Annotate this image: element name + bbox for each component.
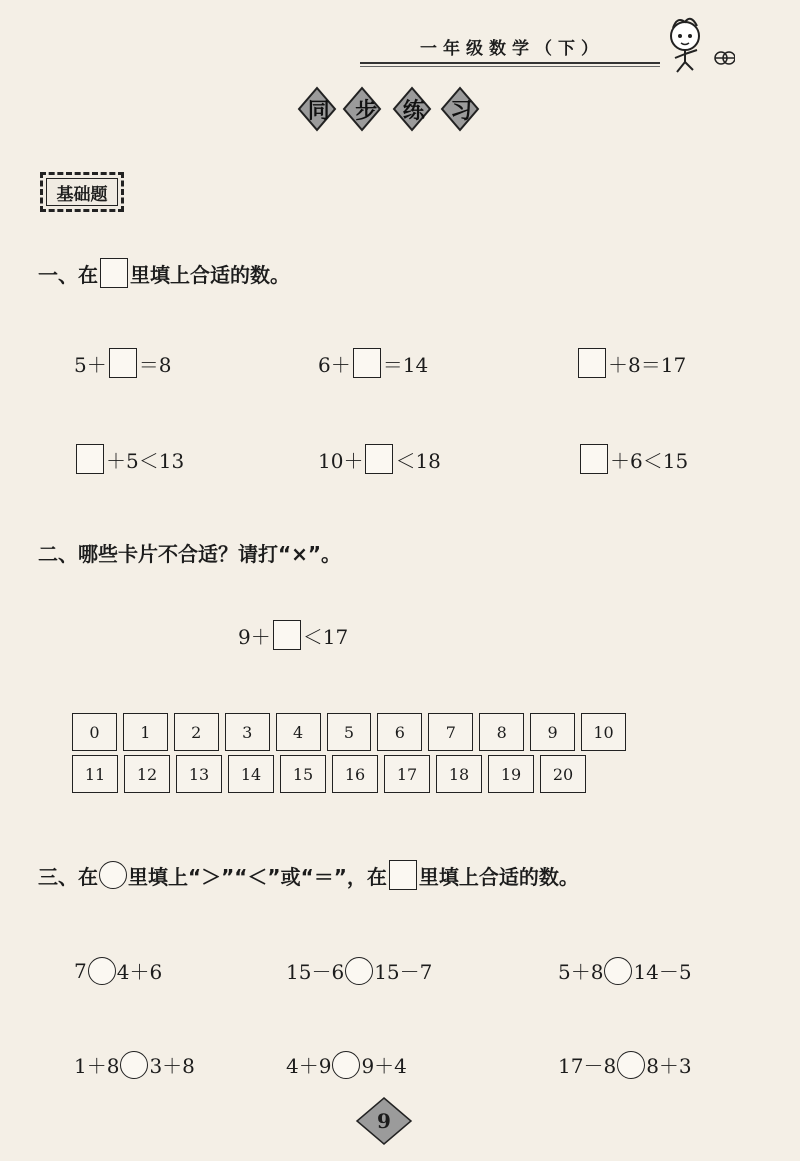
section-title-char: 练 <box>402 98 425 124</box>
card-row-1 <box>72 713 632 751</box>
number-card[interactable]: 18 <box>436 755 482 793</box>
expr-part: 8＋3 <box>646 1054 692 1078</box>
expr-part: 1＋8 <box>74 1054 120 1078</box>
number-card[interactable]: 7 <box>428 713 473 751</box>
q1-item-4 <box>74 444 184 474</box>
number-card[interactable]: 16 <box>332 755 378 793</box>
expr-part: ＋8＝17 <box>608 352 687 377</box>
expr-part: 7 <box>74 958 87 983</box>
answer-box[interactable] <box>578 348 606 378</box>
compare-circle[interactable] <box>604 957 632 985</box>
number-card[interactable]: 5 <box>327 713 372 751</box>
header-rule-thin <box>360 66 660 67</box>
compare-circle[interactable] <box>88 957 116 985</box>
expr-part: ＜17 <box>302 624 349 649</box>
answer-box[interactable] <box>353 348 381 378</box>
q2-expression <box>238 620 348 650</box>
expr-part: 9＋4 <box>361 1054 407 1078</box>
section-title-char: 习 <box>450 98 473 124</box>
number-cards <box>72 713 632 797</box>
answer-box[interactable] <box>273 620 301 650</box>
number-card[interactable]: 1 <box>123 713 168 751</box>
q3-item-4 <box>74 1050 195 1079</box>
expr-part: ＝8 <box>138 352 172 377</box>
expr-part: ＋5＜13 <box>106 448 185 473</box>
number-card[interactable]: 6 <box>377 713 422 751</box>
number-card[interactable]: 4 <box>276 713 321 751</box>
expr-part: 10＋ <box>318 448 364 473</box>
answer-box[interactable] <box>76 444 104 474</box>
book-header-title: 一年级数学（下） <box>420 39 604 59</box>
circle-icon <box>99 861 127 889</box>
question-3-title <box>38 860 579 890</box>
expr-part: 14－5 <box>633 960 692 984</box>
expr-part: 9＋ <box>238 624 271 649</box>
q3-item-1 <box>74 956 162 985</box>
number-card[interactable]: 19 <box>488 755 534 793</box>
expr-part: ＜18 <box>395 448 441 473</box>
compare-circle[interactable] <box>332 1051 360 1079</box>
number-card[interactable]: 13 <box>176 755 222 793</box>
expr-part: 4＋9 <box>286 1054 332 1078</box>
answer-box-icon <box>100 258 128 288</box>
expr-part: 3＋8 <box>149 1054 195 1078</box>
number-card[interactable]: 11 <box>72 755 118 793</box>
expr-part: 17－8 <box>558 1054 617 1078</box>
question-3-prefix: 三、在 <box>38 864 98 889</box>
q1-item-5 <box>318 444 441 474</box>
compare-circle[interactable] <box>120 1051 148 1079</box>
compare-circle[interactable] <box>345 957 373 985</box>
expr-part: ＋6＜15 <box>610 448 689 473</box>
q1-item-1 <box>74 348 171 378</box>
number-card[interactable]: 3 <box>225 713 270 751</box>
answer-box[interactable] <box>580 444 608 474</box>
q1-item-2 <box>318 348 428 378</box>
question-3-suffix: 里填上合适的数。 <box>418 864 579 889</box>
q3-item-6 <box>558 1050 692 1079</box>
number-card[interactable]: 20 <box>540 755 586 793</box>
number-card[interactable]: 8 <box>479 713 524 751</box>
section-title-char: 步 <box>355 98 378 124</box>
card-row-2 <box>72 755 632 793</box>
page-number: 9 <box>377 1109 391 1133</box>
compare-circle[interactable] <box>617 1051 645 1079</box>
header-rule <box>360 62 660 64</box>
expr-part: 15－7 <box>374 960 433 984</box>
answer-box-icon <box>389 860 417 890</box>
page-number-badge <box>355 1096 413 1146</box>
expr-part: ＝14 <box>382 352 429 377</box>
expr-part: 6＋ <box>318 352 351 377</box>
expr-part: 4＋6 <box>116 960 163 984</box>
answer-box[interactable] <box>109 348 137 378</box>
question-1-suffix: 里填上合适的数。 <box>130 262 290 287</box>
section-title-banner <box>295 84 485 134</box>
answer-box[interactable] <box>365 444 393 474</box>
q3-item-5 <box>286 1050 407 1079</box>
question-1-title <box>38 258 290 288</box>
question-3-middle: 里填上“＞”“＜”或“＝”，在 <box>128 864 387 889</box>
number-card[interactable]: 15 <box>280 755 326 793</box>
q1-item-3 <box>576 348 686 378</box>
question-1-prefix: 一、在 <box>38 262 98 287</box>
q3-item-2 <box>286 956 432 985</box>
q3-item-3 <box>558 956 692 985</box>
section-title-char: 同 <box>307 98 330 124</box>
expr-part: 5＋ <box>74 352 107 377</box>
q1-item-6 <box>578 444 688 474</box>
number-card[interactable]: 2 <box>174 713 219 751</box>
expr-part: 15－6 <box>286 960 345 984</box>
number-card[interactable]: 12 <box>124 755 170 793</box>
basic-exercise-tag: 基础题 <box>40 172 124 212</box>
number-card[interactable]: 0 <box>72 713 117 751</box>
number-card[interactable]: 10 <box>581 713 626 751</box>
expr-part: 5＋8 <box>558 960 604 984</box>
number-card[interactable]: 14 <box>228 755 274 793</box>
number-card[interactable]: 17 <box>384 755 430 793</box>
question-2-title: 二、哪些卡片不合适？请打“×”。 <box>38 542 342 566</box>
cartoon-kid-icon <box>655 14 735 74</box>
number-card[interactable]: 9 <box>530 713 575 751</box>
